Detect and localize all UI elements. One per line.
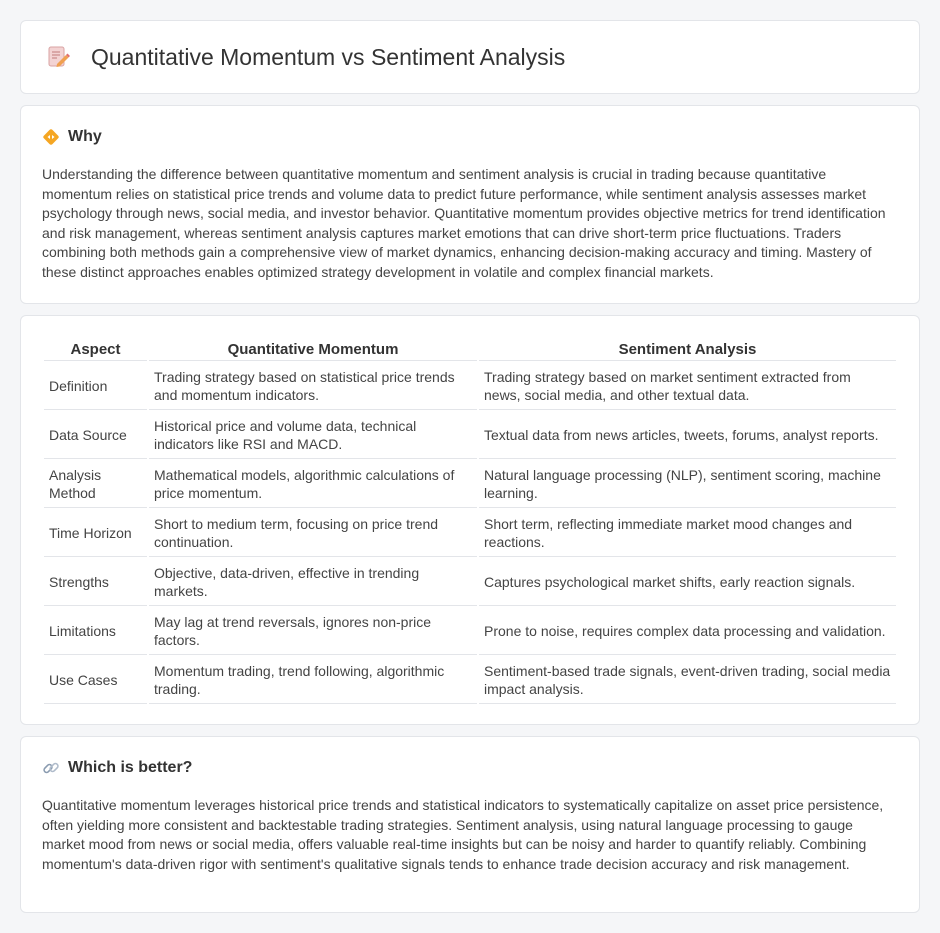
- table-row: [44, 657, 896, 704]
- row-aspect: Time Horizon: [44, 510, 147, 557]
- row-quantitative-momentum: Historical price and volume data, technical indicators like RSI and MACD.: [149, 412, 477, 459]
- table-row: [44, 510, 896, 557]
- why-text: Understanding the difference between quantitative momentum and sentiment analysis is crucial in trading because quantitative momentum relies on statistical price trends and volume data to predict future performance, while sentiment analysis assesses market psychology through news, social media, and investor behavior. Quantitative momentum provides objective metrics for trend identification and risk management, whereas sentiment analysis captures market emotions that can drive short-term price fluctuations. Traders combining both methods gain a comprehensive view of market dynamics, enhancing decision-making accuracy and timing. Mastery of these distinct approaches enables optimized strategy development in volatile and complex financial markets.: [42, 166, 886, 280]
- row-sentiment-analysis: Short term, reflecting immediate market mood changes and reactions.: [479, 510, 896, 557]
- why-title: Why: [68, 128, 102, 145]
- link-icon: [42, 759, 60, 777]
- why-heading: [42, 128, 898, 146]
- row-quantitative-momentum: Objective, data-driven, effective in trending markets.: [149, 559, 477, 606]
- better-title: Which is better?: [68, 759, 193, 776]
- better-heading: [42, 759, 898, 777]
- table-row: [44, 363, 896, 410]
- table-header-row: [44, 338, 896, 361]
- row-sentiment-analysis: Prone to noise, requires complex data processing and validation.: [479, 608, 896, 655]
- row-aspect: Use Cases: [44, 657, 147, 704]
- row-aspect: Analysis Method: [44, 461, 147, 508]
- header-quantitative-momentum: Quantitative Momentum: [149, 338, 477, 361]
- header-card: [20, 20, 920, 94]
- row-quantitative-momentum: Short to medium term, focusing on price trend continuation.: [149, 510, 477, 557]
- table-row: [44, 608, 896, 655]
- row-quantitative-momentum: Trading strategy based on statistical price trends and momentum indicators.: [149, 363, 477, 410]
- row-quantitative-momentum: Momentum trading, trend following, algorithmic trading.: [149, 657, 477, 704]
- row-sentiment-analysis: Natural language processing (NLP), sentiment scoring, machine learning.: [479, 461, 896, 508]
- row-aspect: Definition: [44, 363, 147, 410]
- better-text: Quantitative momentum leverages historical price trends and statistical indicators to systematically capitalize on asset price persistence, often yielding more consistent and backtestable trading strategies. Sentiment analysis, using natural language processing to gauge market mood from news or social media, offers valuable real-time insights but can be noisy and harder to quantify reliably. Combining momentum's data-driven rigor with sentiment's qualitative signals tends to enhance trade decision accuracy and risk management.: [42, 797, 884, 872]
- row-sentiment-analysis: Trading strategy based on market sentiment extracted from news, social media, and other textual data.: [479, 363, 896, 410]
- row-quantitative-momentum: May lag at trend reversals, ignores non-price factors.: [149, 608, 477, 655]
- which-is-better-section: [20, 736, 920, 913]
- row-sentiment-analysis: Captures psychological market shifts, early reaction signals.: [479, 559, 896, 606]
- row-aspect: Data Source: [44, 412, 147, 459]
- document-pencil-icon: [45, 44, 71, 70]
- comparison-table-card: [20, 315, 920, 725]
- header-aspect: Aspect: [44, 338, 147, 361]
- row-aspect: Strengths: [44, 559, 147, 606]
- comparison-table: [42, 336, 898, 706]
- diamond-arrows-icon: [42, 128, 60, 146]
- row-sentiment-analysis: Sentiment-based trade signals, event-driven trading, social media impact analysis.: [479, 657, 896, 704]
- page-title: Quantitative Momentum vs Sentiment Analysis: [91, 43, 566, 70]
- header-sentiment-analysis: Sentiment Analysis: [479, 338, 896, 361]
- table-row: [44, 412, 896, 459]
- why-section: [20, 105, 920, 304]
- row-sentiment-analysis: Textual data from news articles, tweets, forums, analyst reports.: [479, 412, 896, 459]
- row-quantitative-momentum: Mathematical models, algorithmic calculations of price momentum.: [149, 461, 477, 508]
- table-row: [44, 559, 896, 606]
- table-row: [44, 461, 896, 508]
- row-aspect: Limitations: [44, 608, 147, 655]
